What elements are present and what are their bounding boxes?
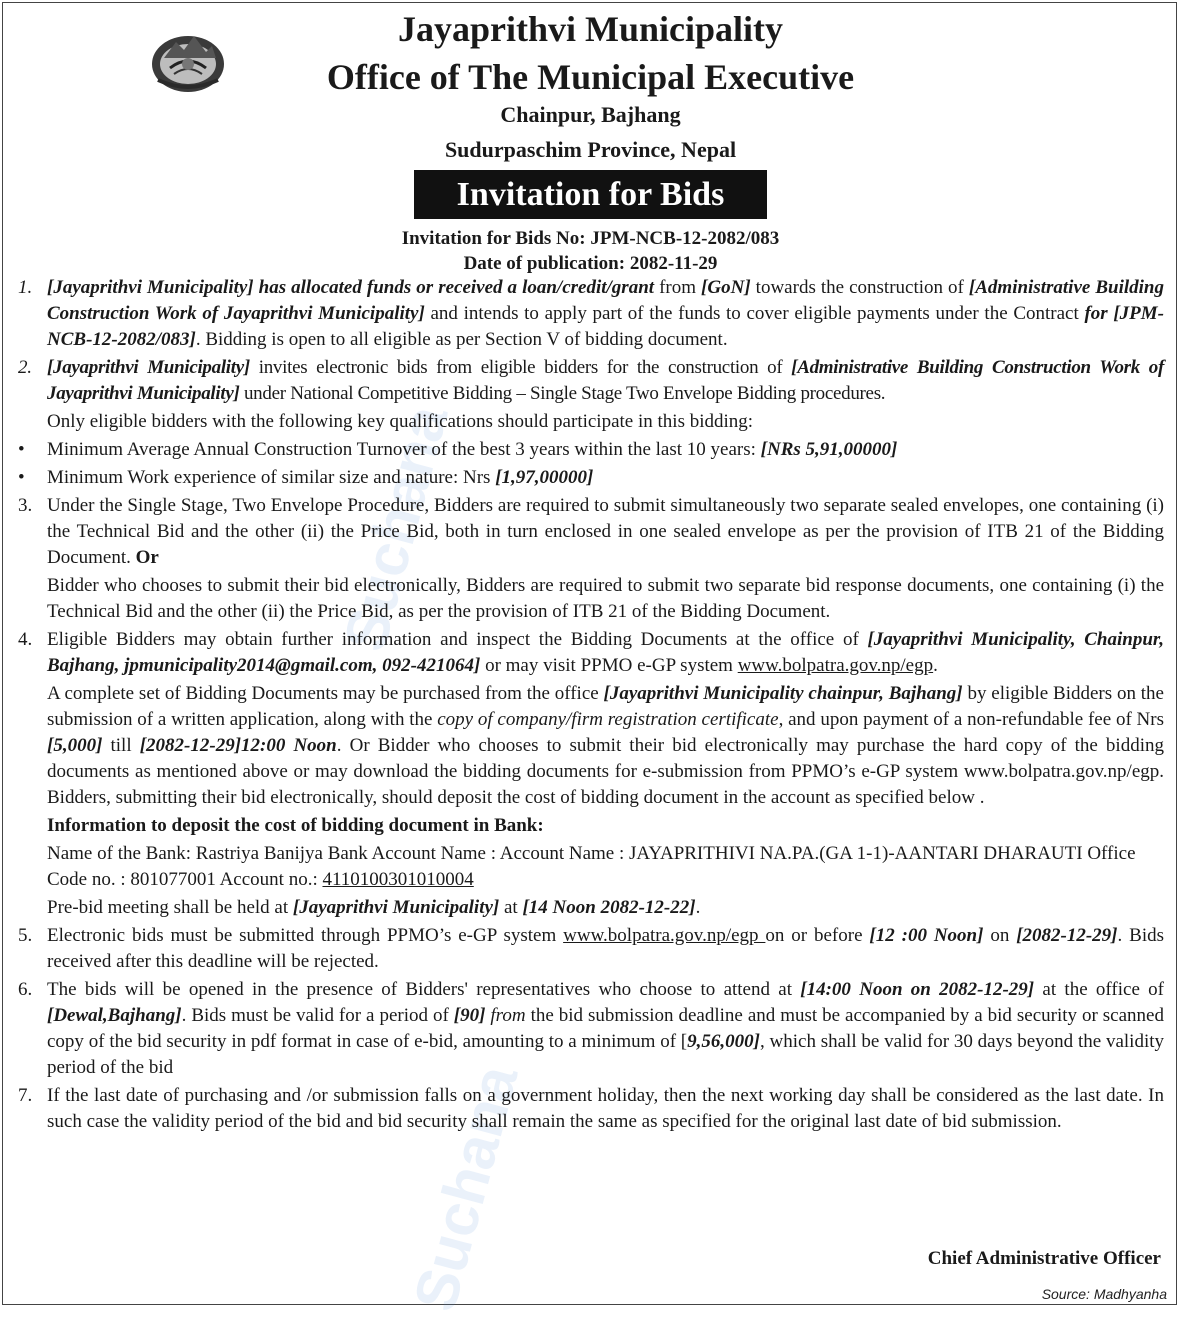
list-item: • Minimum Work experience of similar size and nature: Nrs [1,97,00000]: [18, 465, 1164, 491]
item-number: 5.: [18, 925, 33, 946]
bullet-icon: •: [18, 467, 25, 488]
bank-info-heading: Information to deposit the cost of bidding document in Bank:: [47, 815, 544, 836]
list-item: 4. Eligible Bidders may obtain further information and inspect the Bidding Documents at the office of [Jayaprithvi Municipality, Chainpur, Bajhang, jpmunicipality2014@gmail.com, 092-421064] or may visit PPMO e-GP system www.bolpatra.gov.np/egp.: [18, 629, 1164, 676]
item-number: 3.: [18, 495, 33, 516]
watermark: Suchana: [400, 1058, 531, 1318]
signatory: Chief Administrative Officer: [927, 1248, 1161, 1269]
item-number: 6.: [18, 979, 33, 1000]
bullet-icon: •: [18, 439, 25, 460]
org-name: Jayaprithvi Municipality: [397, 9, 784, 49]
item-number: 4.: [18, 629, 33, 650]
notice-body: [18, 275, 1164, 1137]
address-line-1: Chainpur, Bajhang: [500, 102, 681, 127]
address-line-2: Sudurpaschim Province, Nepal: [444, 137, 737, 162]
list-item: 7. If the last date of purchasing and /or submission falls on a government holiday, then the next working day shall be considered as the last date. In such case the validity period of the bid and bid security shall remain the same as specified for the original last date of bid submission.: [18, 1085, 1164, 1132]
item-number: 7.: [18, 1085, 33, 1106]
invitation-banner: Invitation for Bids: [414, 170, 767, 219]
egp-link[interactable]: www.bolpatra.gov.np/egp: [563, 925, 766, 946]
qualification-intro: Only eligible bidders with the following key qualifications should participate in this bidding:: [47, 411, 754, 432]
publication-date: Date of publication: 2082-11-29: [463, 253, 718, 274]
bank-details: Name of the Bank: Rastriya Banijya Bank Account Name : Account Name : JAYAPRITHIVI NA.PA.(GA 1-1)-AANTARI DHARAUTI Office Code no. : 801077001 Account no.: 4110100301010004: [47, 843, 1136, 890]
watermark: Suchana: [330, 398, 461, 658]
egp-link[interactable]: www.bolpatra.gov.np/egp: [737, 655, 934, 676]
office-name: Office of The Municipal Executive: [326, 57, 855, 97]
purchase-paragraph: A complete set of Bidding Documents may be purchased from the office [Jayaprithvi Municipality chainpur, Bajhang] by eligible Bidders on the submission of a written application, along with the copy of company/firm registration certificate, and upon payment of a non-refundable fee of Nrs [5,000] till [2082-12-29]12:00 Noon. Or Bidder who chooses to submit their bid electronically may purchase the hard copy of the bidding documents as mentioned above or may download the bidding documents for e-submission from PPMO’s e-GP system www.bolpatra.gov.np/egp. Bidders, submitting their bid electronically, should deposit the cost of bidding document in the account as specified below .: [47, 683, 1164, 808]
list-item: 6. The bids will be opened in the presence of Bidders' representatives who choose to attend at [14:00 Noon on 2082-12-29] at the office of [Dewal,Bajhang]. Bids must be valid for a period of [90] from the bid submission deadline and must be accompanied by a bid security or scanned copy of the bid security in pdf format in case of e-bid, amounting to a minimum of [9,56,000], which shall be valid for 30 days beyond the validity period of the bid: [18, 979, 1164, 1078]
list-item: 2. [Jayaprithvi Municipality] invites electronic bids from eligible bidders for the construction of [Administrative Building Construction Work of Jayaprithvi Municipality] under National Competitive Bidding – Single Stage Two Envelope Bidding procedures.: [18, 357, 1164, 404]
source-credit: Source: Madhyanha: [1041, 1286, 1167, 1302]
item-number: 2.: [18, 357, 32, 378]
account-number: 4110100301010004: [322, 869, 474, 890]
electronic-bid-note: Bidder who chooses to submit their bid electronically, Bidders are required to submit two separate bid response documents, one containing (i) the Technical Bid and the other (ii) the Price Bid, as per the provision of ITB 21 of the Bidding Document.: [47, 575, 1164, 622]
list-item: • Minimum Average Annual Construction Turnover of the best 3 years within the last 10 years: [NRs 5,91,00000]: [18, 437, 1164, 463]
bid-number: Invitation for Bids No: JPM-NCB-12-2082/083: [401, 228, 780, 249]
item-number: 1.: [18, 277, 33, 298]
pre-bid-meeting: Pre-bid meeting shall be held at [Jayaprithvi Municipality] at [14 Noon 2082-12-22].: [47, 897, 701, 918]
list-item: 5. Electronic bids must be submitted through PPMO’s e-GP system www.bolpatra.gov.np/egp on or before [12 :00 Noon] on [2082-12-29]. Bids received after this deadline will be rejected.: [18, 925, 1164, 972]
list-item: 3. Under the Single Stage, Two Envelope Procedure, Bidders are required to submit simultaneously two separate sealed envelopes, one containing (i) the Technical Bid and the other (ii) the Price Bid, both in turn enclosed in one sealed envelope as per the provision of ITB 21 of the Bidding Document. Or: [18, 495, 1164, 568]
list-item: 1. [Jayaprithvi Municipality] has allocated funds or received a loan/credit/grant from [GoN] towards the construction of [Administrative Building Construction Work of Jayaprithvi Municipality] and intends to apply part of the funds to cover eligible payments under the Contract for [JPM-NCB-12-2082/083]. Bidding is open to all eligible as per Section V of bidding document.: [18, 277, 1164, 350]
